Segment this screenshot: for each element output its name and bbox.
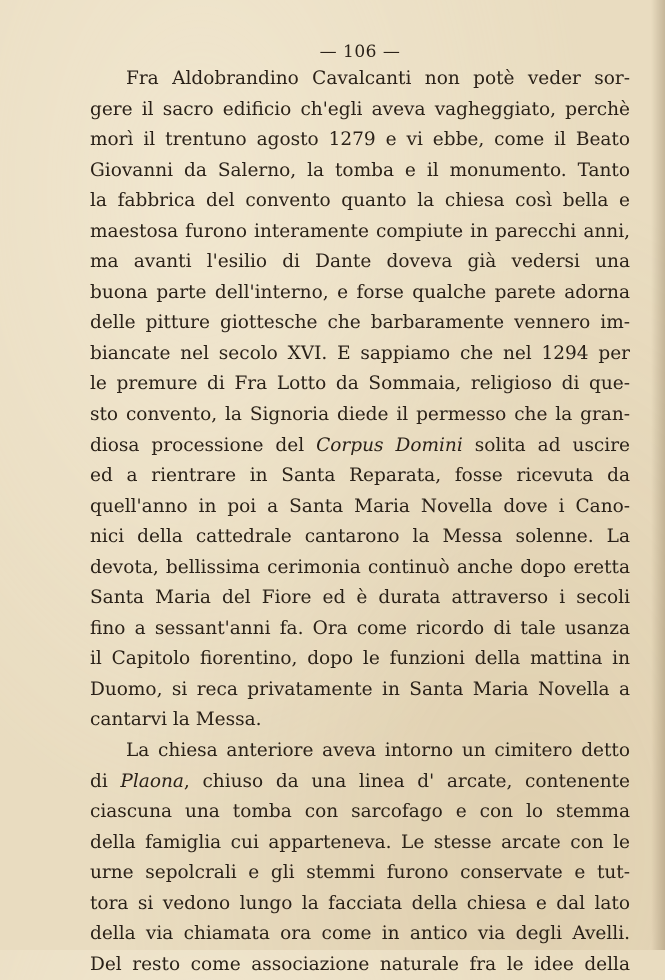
text-line: devota, bellissima cerimonia continuò anche dopo eretta (90, 556, 630, 578)
text-line: le premure di Fra Lotto da Sommaia, religioso di que- (90, 373, 630, 395)
text-line: ma avanti l'esilio di Dante doveva già vedersi una (90, 251, 630, 273)
page-edge-shadow (651, 0, 665, 950)
text-line: la fabbrica del convento quanto la chiesa così bella e (90, 190, 630, 212)
text-line: delle pitture giottesche che barbaramente vennero im- (90, 312, 630, 334)
text-line: buona parte dell'interno, e forse qualche parete adorna (90, 281, 630, 303)
italic-term: Plaona (120, 770, 184, 792)
text-line: di Plaona, chiuso da una linea d' arcate, contenente (90, 770, 631, 792)
text-line: Fra Aldobrandino Cavalcanti non potè veder sor- (126, 68, 630, 89)
text-line: sto convento, la Signoria diede il permesso che la gran- (90, 404, 630, 426)
text-line: diosa processione del Corpus Domini solita ad uscire (90, 434, 631, 456)
text-line: cantarvi la Messa. (90, 709, 262, 731)
text-line: il Capitolo fiorentino, dopo le funzioni della mattina in (90, 648, 630, 670)
text-line: Del resto come associazione naturale fra le idee della (90, 953, 630, 975)
text-line: Duomo, si reca privatamente in Santa Maria Novella a (90, 678, 630, 700)
text-line: ed a rientrare in Santa Reparata, fosse ricevuta da (90, 465, 630, 487)
text-line: ciascuna una tomba con sarcofago e con lo stemma (90, 801, 630, 823)
text-line: nici della cattedrale cantarono la Messa solenne. La (90, 526, 630, 548)
body-text (90, 64, 630, 980)
page-number: — 106 — (319, 42, 401, 62)
text-line: maestosa furono interamente compiute in parecchi anni, (90, 220, 630, 242)
text-line: gere il sacro edificio ch'egli aveva vagheggiato, perchè (90, 98, 630, 120)
text-line: urne sepolcrali e gli stemmi furono conservate e tut- (90, 862, 630, 884)
text-line: tora si vedono lungo la facciata della chiesa e dal lato (90, 892, 630, 914)
text-line: della famiglia cui apparteneva. Le stesse arcate con le (90, 831, 630, 853)
text-line: biancate nel secolo XVI. E sappiamo che nel 1294 per (90, 342, 630, 364)
italic-term: Corpus Domini (316, 434, 463, 456)
text-line: morì il trentuno agosto 1279 e vi ebbe, come il Beato (90, 129, 630, 151)
text-line: La chiesa anteriore aveva intorno un cimitero detto (126, 740, 630, 762)
text-line: Giovanni da Salerno, la tomba e il monumento. Tanto (90, 159, 630, 181)
text-line: quell'anno in poi a Santa Maria Novella dove i Cano- (90, 495, 630, 517)
text-line: fino a sessant'anni fa. Ora come ricordo di tale usanza (90, 617, 630, 639)
text-line: Santa Maria del Fiore ed è durata attraverso i secoli (90, 587, 630, 609)
text-line: della via chiamata ora come in antico via degli Avelli. (90, 923, 630, 945)
